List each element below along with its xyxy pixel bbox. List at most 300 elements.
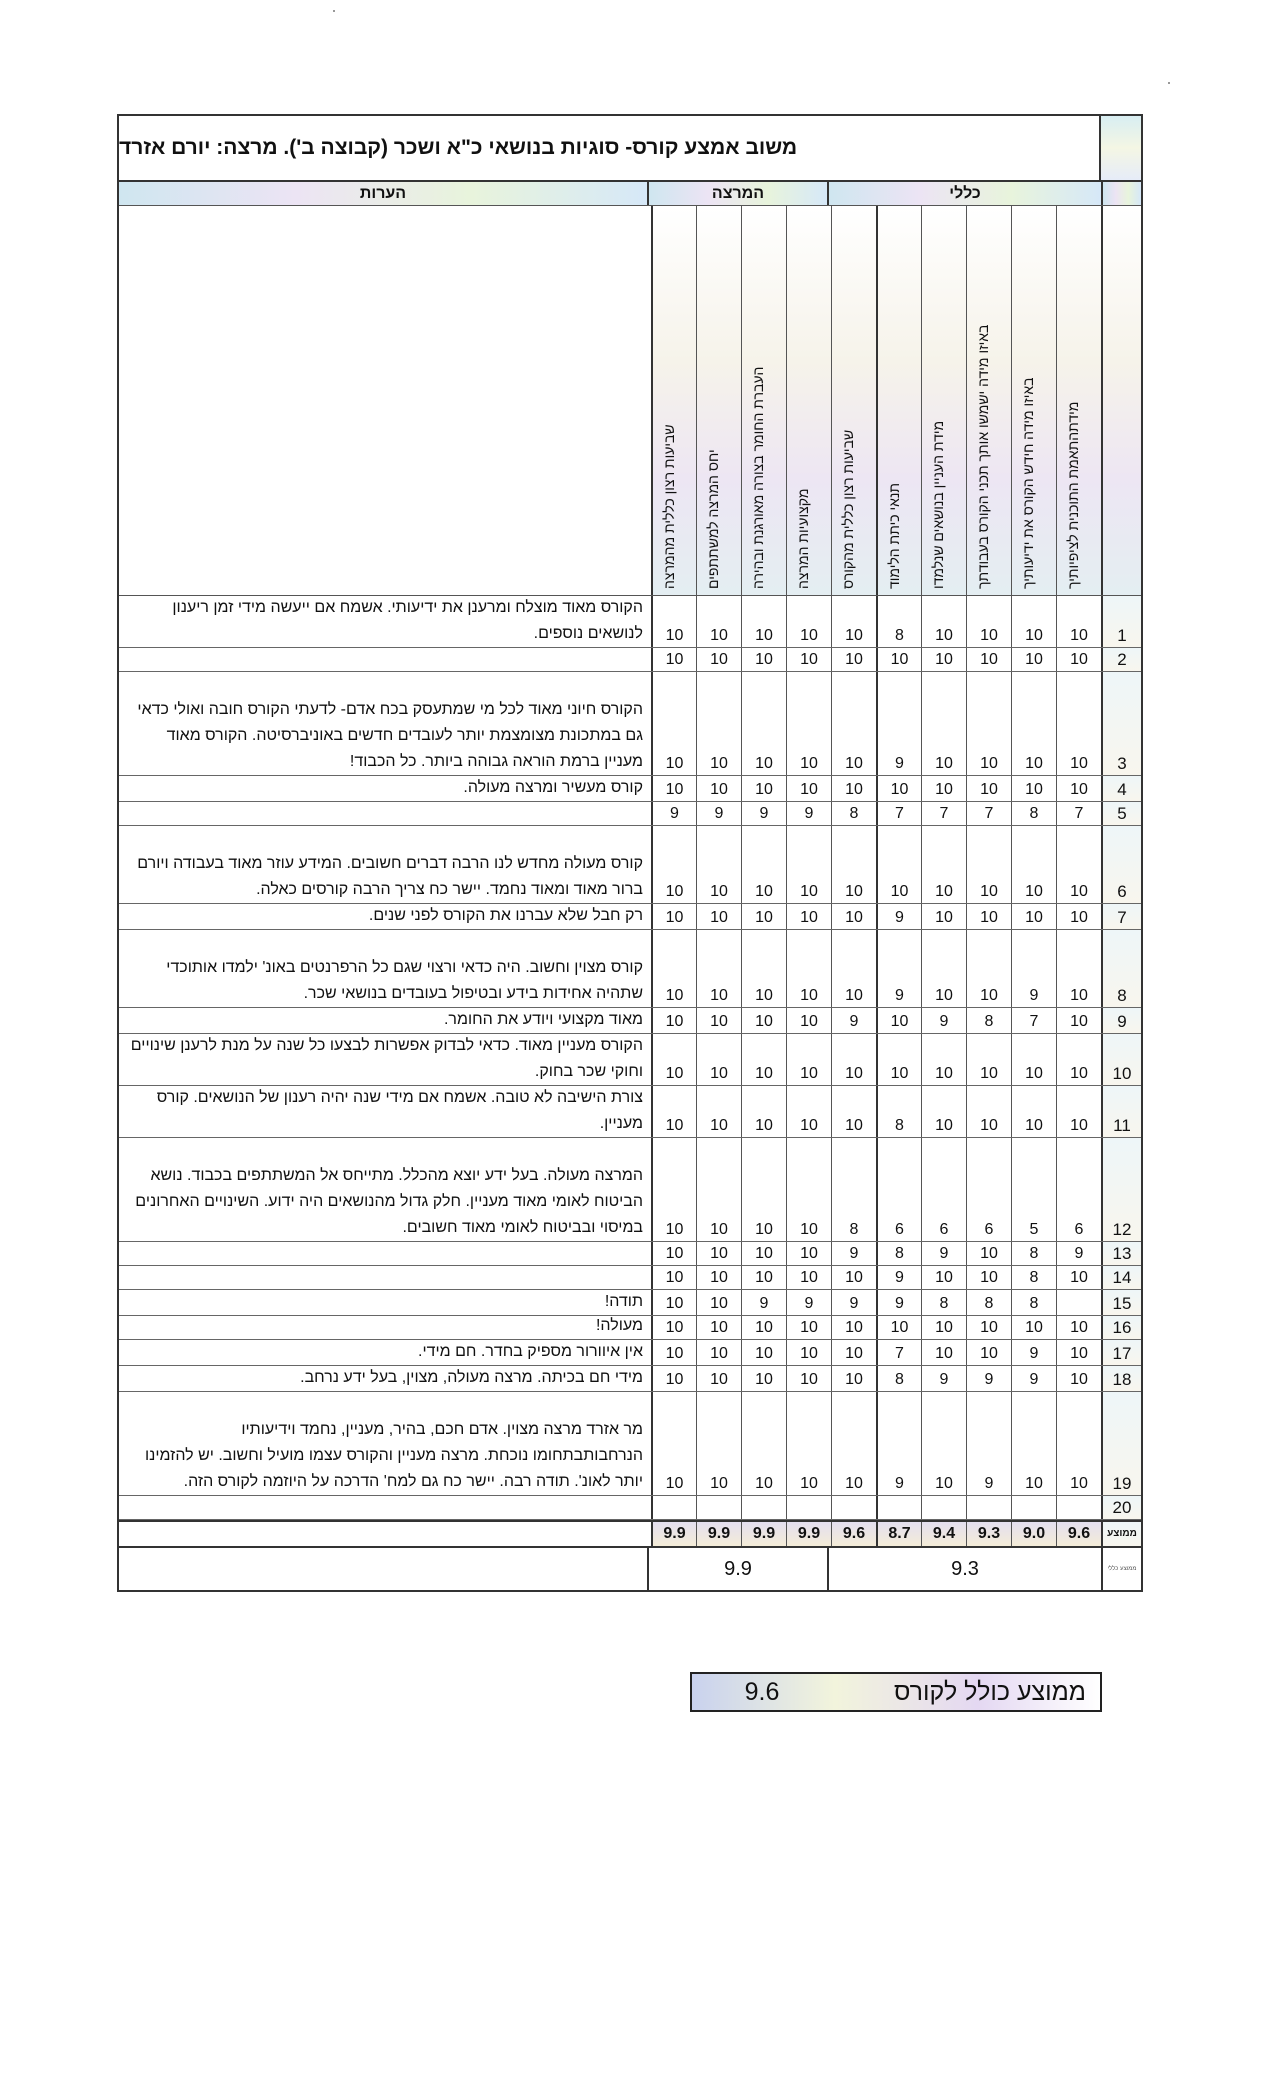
score-cell: 10 [876,776,921,801]
score-cell: 8 [1011,802,1056,825]
score-cell: 7 [921,802,966,825]
score-cell: 10 [741,904,786,929]
comment-cell [119,1392,651,1495]
score-cell: 9 [831,1290,876,1315]
score-cell: 10 [696,1138,741,1241]
score-cell: 6 [966,1138,1011,1241]
score-cell: 10 [786,1366,831,1391]
page-title [119,116,1099,180]
score-cell: 10 [921,1340,966,1365]
table-row [119,596,1141,648]
score-cell: 10 [786,672,831,775]
score-cell: 10 [921,672,966,775]
score-cell: 10 [876,826,921,903]
score-cell: 10 [831,930,876,1007]
row-number: 14 [1101,1266,1141,1289]
column-header [741,206,786,595]
score-cell: 10 [1056,1340,1101,1365]
table-row [119,1392,1141,1496]
column-header-label: שביעות רצון כללית מהקורס [840,429,856,589]
score-cell: 9 [1011,930,1056,1007]
score-cell: 10 [966,776,1011,801]
score-cell: 8 [876,1086,921,1137]
average-cell: 9.0 [1011,1522,1056,1546]
column-header-label: יחס המרצה למשתתפים [705,449,721,589]
score-cell: 8 [876,596,921,647]
score-cell: 10 [741,776,786,801]
average-cell: 9.9 [741,1522,786,1546]
score-cell: 10 [876,1008,921,1033]
score-cell: 10 [1056,596,1101,647]
score-cell: 10 [696,930,741,1007]
score-cell: 10 [966,1242,1011,1265]
page-title-text: משוב אמצע קורס- סוגיות בנושאי כ"א ושכר (קבוצה ב'). מרצה: יורם אזרד [119,136,798,159]
score-cell: 10 [1056,1008,1101,1033]
comment-text: קורס מעשיר ומרצה מעולה. [463,779,643,796]
column-header [1056,206,1101,595]
comment-cell [119,596,651,647]
score-cell: 10 [1011,596,1056,647]
comment-text: המרצה מעולה. בעל ידע יוצא מהכלל. מתייחס אל המשתתפים בכבוד. נושא הביטוח לאומי מאוד מעניין. חלק גדול מהנושאים היה ידוע. השינויים האחרונים במיסוי ובביטוח לאומי מאוד חשובים. [135,1167,643,1236]
overall-average-label: ממוצע כולל לקורס [893,1677,1086,1706]
score-cell: 10 [696,1316,741,1339]
score-cell: 6 [1056,1138,1101,1241]
comment-text: הקורס חיוני מאוד לכל מי שמתעסק בכח אדם- לדעתי הקורס חובה ואולי כדאי גם במתכונת מצומצמת יותר לעובדים חדשים באוניברסיטה. הקורס מאוד מעניין ברמת הוראה גבוהה ביותר. כל הכבוד! [137,701,643,770]
average-label: ממוצע [1101,1522,1141,1546]
score-cell: 9 [651,802,696,825]
table-row [119,1138,1141,1242]
group-general: כללי [827,182,1101,205]
score-cell: 9 [831,1242,876,1265]
score-cell: 10 [786,648,831,671]
score-cell [786,1496,831,1519]
feedback-table [117,114,1143,1592]
score-cell: 10 [921,826,966,903]
score-cell [696,1496,741,1519]
comment-cell [119,1340,651,1365]
score-cell: 10 [831,1366,876,1391]
score-cell: 9 [741,802,786,825]
comment-text: תודה! [604,1293,643,1310]
average-blank [119,1522,651,1546]
score-cell: 10 [1056,1034,1101,1085]
row-number: 6 [1101,826,1141,903]
score-cell: 10 [831,596,876,647]
table-row [119,776,1141,802]
score-cell: 10 [741,648,786,671]
score-cell [651,1496,696,1519]
comment-cell [119,930,651,1007]
table-row [119,1242,1141,1266]
column-header-label: שביעות רצון כללית מהמרצה [661,424,677,589]
score-cell: 10 [651,1392,696,1495]
score-cell: 9 [786,802,831,825]
score-cell: 10 [966,904,1011,929]
group-notes: הערות [119,182,647,205]
score-cell: 10 [831,1086,876,1137]
table-row [119,648,1141,672]
score-cell: 10 [651,776,696,801]
score-cell: 10 [1056,1366,1101,1391]
score-cell: 10 [696,1340,741,1365]
scan-speck [333,10,335,12]
comment-text: מר אזרד מרצה מצוין. אדם חכם, בהיר, מעניין, נחמד וידיעותיו הנרחבותבתחומו נוכחת. מרצה מעניין והקורס עצמו מועיל וחשוב. יש להזמינו יותר לאונ'. תודה רבה. יישר כח גם למח' הדרכה על היוזמה לקורס הזה. [144,1421,643,1490]
score-cell: 10 [966,1034,1011,1085]
table-row [119,904,1141,930]
average-cell: 9.3 [966,1522,1011,1546]
column-header [1011,206,1056,595]
score-cell [966,1496,1011,1519]
score-cell: 10 [876,1316,921,1339]
table-row [119,1496,1141,1520]
row-number: 13 [1101,1242,1141,1265]
score-cell: 10 [786,596,831,647]
score-cell: 10 [741,930,786,1007]
score-cell: 10 [1011,1392,1056,1495]
row-number: 2 [1101,648,1141,671]
score-cell: 10 [651,648,696,671]
score-cell: 10 [966,672,1011,775]
comment-cell [119,1034,651,1085]
column-header-label: מידתהתאמת התוכנית לציפיותיך [1065,401,1081,589]
comment-text: הקורס מעניין מאוד. כדאי לבדוק אפשרות לבצעו כל שנה על מנת לרענן שינויים וחוקי שכר בחוק. [130,1037,643,1080]
comment-cell [119,802,651,825]
score-cell: 10 [831,1392,876,1495]
score-cell: 10 [696,1242,741,1265]
table-row [119,672,1141,776]
score-cell: 10 [696,596,741,647]
score-cell: 10 [831,1266,876,1289]
score-cell: 6 [876,1138,921,1241]
score-cell: 10 [1011,776,1056,801]
score-cell: 8 [876,1242,921,1265]
score-cell: 10 [651,904,696,929]
summary-lecturer: 9.9 [647,1548,827,1590]
column-header-label: העברת החומר בצורה מאורגנת ובהירה [750,366,766,589]
comment-cell [119,1496,651,1519]
column-header-label: מידת העניין בנושאים שנלמדו [930,420,946,589]
average-cell: 8.7 [876,1522,921,1546]
score-cell: 10 [831,1340,876,1365]
score-cell: 10 [1056,1316,1101,1339]
score-cell [831,1496,876,1519]
comment-text: הקורס מאוד מוצלח ומרענן את ידיעותי. אשמח אם ייעשה מידי זמן ריענון לנושאים נוספים. [172,599,643,642]
score-cell: 10 [831,1034,876,1085]
score-cell: 9 [876,1392,921,1495]
overall-average-value: 9.6 [744,1677,780,1706]
score-cell: 10 [921,1392,966,1495]
notes-header-space [119,206,651,595]
score-cell: 10 [921,1034,966,1085]
comment-text: מידי חם בכיתה. מרצה מעולה, מצוין, בעל ידע נרחב. [300,1369,643,1386]
score-cell: 10 [876,648,921,671]
comment-cell [119,1138,651,1241]
score-cell: 10 [786,930,831,1007]
score-cell: 10 [741,596,786,647]
score-cell: 10 [1011,1316,1056,1339]
score-cell: 10 [741,1086,786,1137]
score-cell: 10 [741,826,786,903]
table-row [119,826,1141,904]
score-cell: 10 [786,1392,831,1495]
column-header [651,206,696,595]
score-cell: 10 [831,672,876,775]
average-cell: 9.4 [921,1522,966,1546]
score-cell: 8 [966,1290,1011,1315]
row-number: 1 [1101,596,1141,647]
score-cell: 8 [1011,1290,1056,1315]
comment-cell [119,648,651,671]
row-number: 12 [1101,1138,1141,1241]
score-cell: 9 [966,1366,1011,1391]
score-cell: 10 [651,596,696,647]
row-number: 16 [1101,1316,1141,1339]
score-cell: 10 [741,1138,786,1241]
score-cell: 10 [786,1138,831,1241]
score-cell: 10 [696,826,741,903]
column-header-row [119,206,1141,596]
score-cell: 10 [1056,904,1101,929]
summary-blank [119,1548,647,1590]
score-cell: 10 [741,1242,786,1265]
table-row [119,802,1141,826]
table-row [119,1316,1141,1340]
score-cell: 7 [1056,802,1101,825]
score-cell: 10 [696,1008,741,1033]
score-cell [1056,1496,1101,1519]
score-cell: 10 [831,904,876,929]
score-cell: 10 [1011,904,1056,929]
column-header-label: תנאי כיתת הלימוד [886,482,902,589]
score-cell: 10 [1056,1266,1101,1289]
table-row [119,1008,1141,1034]
row-number: 19 [1101,1392,1141,1495]
score-cell: 8 [876,1366,921,1391]
score-cell: 10 [831,776,876,801]
score-cell: 10 [651,1086,696,1137]
comment-cell [119,672,651,775]
row-number: 9 [1101,1008,1141,1033]
comment-cell [119,1086,651,1137]
score-cell: 10 [651,1340,696,1365]
row-number: 20 [1101,1496,1141,1519]
row-number: 5 [1101,802,1141,825]
comment-cell [119,826,651,903]
score-cell: 10 [696,1086,741,1137]
summary-row [119,1548,1141,1590]
score-cell: 10 [831,826,876,903]
score-cell: 10 [1011,648,1056,671]
score-cell: 10 [1011,1034,1056,1085]
score-cell: 9 [876,1290,921,1315]
score-cell [876,1496,921,1519]
score-cell: 9 [1011,1340,1056,1365]
scan-speck [1168,82,1170,84]
score-cell: 10 [786,1316,831,1339]
table-row [119,1034,1141,1086]
score-cell: 10 [786,1034,831,1085]
score-cell: 9 [921,1366,966,1391]
score-cell: 10 [786,826,831,903]
row-number: 7 [1101,904,1141,929]
table-row [119,1366,1141,1392]
row-number: 15 [1101,1290,1141,1315]
group-corner [1101,182,1141,205]
row-number: 17 [1101,1340,1141,1365]
score-cell: 9 [966,1392,1011,1495]
score-cell: 10 [921,930,966,1007]
score-cell: 8 [1011,1266,1056,1289]
comment-text: קורס מצוין וחשוב. היה כדאי ורצוי שגם כל הרפרנטים באונ' ילמדו אותוכדי שתהיה אחידות בידע ובטיפול בעובדים בנושאי שכר. [166,959,643,1002]
comment-text: רק חבל שלא עברנו את הקורס לפני שנים. [368,907,643,924]
score-cell: 10 [696,1366,741,1391]
score-cell: 10 [651,1366,696,1391]
score-cell: 10 [741,1266,786,1289]
score-cell: 10 [1056,1086,1101,1137]
score-cell: 10 [741,1340,786,1365]
column-header [876,206,921,595]
score-cell: 10 [1011,1086,1056,1137]
comment-cell [119,1242,651,1265]
score-cell [1011,1496,1056,1519]
row-number: 4 [1101,776,1141,801]
score-cell: 10 [696,672,741,775]
data-rows [119,596,1141,1520]
score-cell: 10 [651,1242,696,1265]
score-cell: 9 [1011,1366,1056,1391]
column-header [831,206,876,595]
score-cell: 7 [1011,1008,1056,1033]
score-cell: 10 [741,1366,786,1391]
comment-text: צורת הישיבה לא טובה. אשמח אם מידי שנה יהיה רענון של הנושאים. קורס מעניין. [156,1089,643,1132]
score-cell: 10 [741,672,786,775]
score-cell: 10 [966,826,1011,903]
row-number: 18 [1101,1366,1141,1391]
group-header-row [119,182,1141,206]
score-cell: 10 [786,1242,831,1265]
score-cell: 9 [876,930,921,1007]
score-cell: 10 [921,596,966,647]
score-cell: 10 [1056,648,1101,671]
score-cell: 9 [741,1290,786,1315]
comment-cell [119,1008,651,1033]
comment-text: מעולה! [595,1317,643,1334]
average-cell: 9.9 [651,1522,696,1546]
score-cell: 9 [921,1242,966,1265]
score-cell: 10 [696,1392,741,1495]
score-cell: 9 [876,672,921,775]
comment-cell [119,1366,651,1391]
score-cell: 10 [1056,672,1101,775]
score-cell: 10 [786,1266,831,1289]
comment-cell [119,1290,651,1315]
overall-average-box [690,1672,1102,1712]
column-header-label: באיזו מידה ישמשו אותך תכני הקורס בעבודתך [975,324,991,589]
score-cell: 8 [831,802,876,825]
summary-general: 9.3 [827,1548,1101,1590]
average-row [119,1520,1141,1548]
score-cell: 10 [786,776,831,801]
score-cell: 10 [966,648,1011,671]
column-header [921,206,966,595]
score-cell: 9 [921,1008,966,1033]
score-cell: 10 [741,1392,786,1495]
score-cell: 10 [1056,826,1101,903]
score-cell: 10 [696,1290,741,1315]
table-row [119,1086,1141,1138]
score-cell: 9 [696,802,741,825]
score-cell [741,1496,786,1519]
score-cell: 10 [921,1086,966,1137]
score-cell: 10 [651,1266,696,1289]
score-cell: 9 [1056,1242,1101,1265]
score-cell: 10 [1011,672,1056,775]
score-cell: 10 [966,1340,1011,1365]
score-cell: 10 [1056,1392,1101,1495]
score-cell: 7 [876,802,921,825]
score-cell: 10 [966,930,1011,1007]
score-cell: 10 [696,904,741,929]
score-cell: 9 [876,1266,921,1289]
table-row [119,930,1141,1008]
score-cell [921,1496,966,1519]
row-number: 10 [1101,1034,1141,1085]
summary-corner: ממוצע כללי [1101,1548,1141,1590]
score-cell: 10 [921,1266,966,1289]
score-cell: 7 [966,802,1011,825]
table-row [119,1340,1141,1366]
score-cell: 10 [831,1316,876,1339]
score-cell: 10 [1056,776,1101,801]
comment-cell [119,904,651,929]
column-header [966,206,1011,595]
title-row [119,116,1141,182]
score-cell: 10 [876,1034,921,1085]
score-cell: 10 [651,1290,696,1315]
row-number: 8 [1101,930,1141,1007]
score-cell: 10 [651,1034,696,1085]
score-cell: 10 [966,1086,1011,1137]
score-cell: 10 [651,1138,696,1241]
score-cell: 8 [1011,1242,1056,1265]
column-header-label: באיזו מידה חידש הקורס את ידיעותיך [1020,377,1036,589]
score-cell: 10 [921,1316,966,1339]
score-cell: 10 [786,1008,831,1033]
score-cell: 8 [921,1290,966,1315]
score-cell: 10 [966,596,1011,647]
score-cell: 9 [786,1290,831,1315]
title-corner [1099,116,1141,180]
comment-cell [119,1316,651,1339]
column-header [696,206,741,595]
comment-cell [119,1266,651,1289]
column-header [786,206,831,595]
score-cell: 10 [921,648,966,671]
score-cell: 6 [921,1138,966,1241]
score-cell: 10 [696,1034,741,1085]
comment-text: מאוד מקצועי ויודע את החומר. [443,1011,643,1028]
score-cell: 5 [1011,1138,1056,1241]
table-row [119,1266,1141,1290]
score-cell: 10 [966,1316,1011,1339]
score-cell: 8 [966,1008,1011,1033]
comment-text: קורס מעולה מחדש לנו הרבה דברים חשובים. המידע עוזר מאוד בעבודה ויורם ברור מאוד ומאוד נחמד. יישר כח צריך הרבה קורסים כאלה. [137,855,643,898]
score-cell: 10 [831,648,876,671]
score-cell: 10 [696,1266,741,1289]
score-cell: 10 [786,1086,831,1137]
score-cell: 10 [651,826,696,903]
average-cell: 9.6 [831,1522,876,1546]
